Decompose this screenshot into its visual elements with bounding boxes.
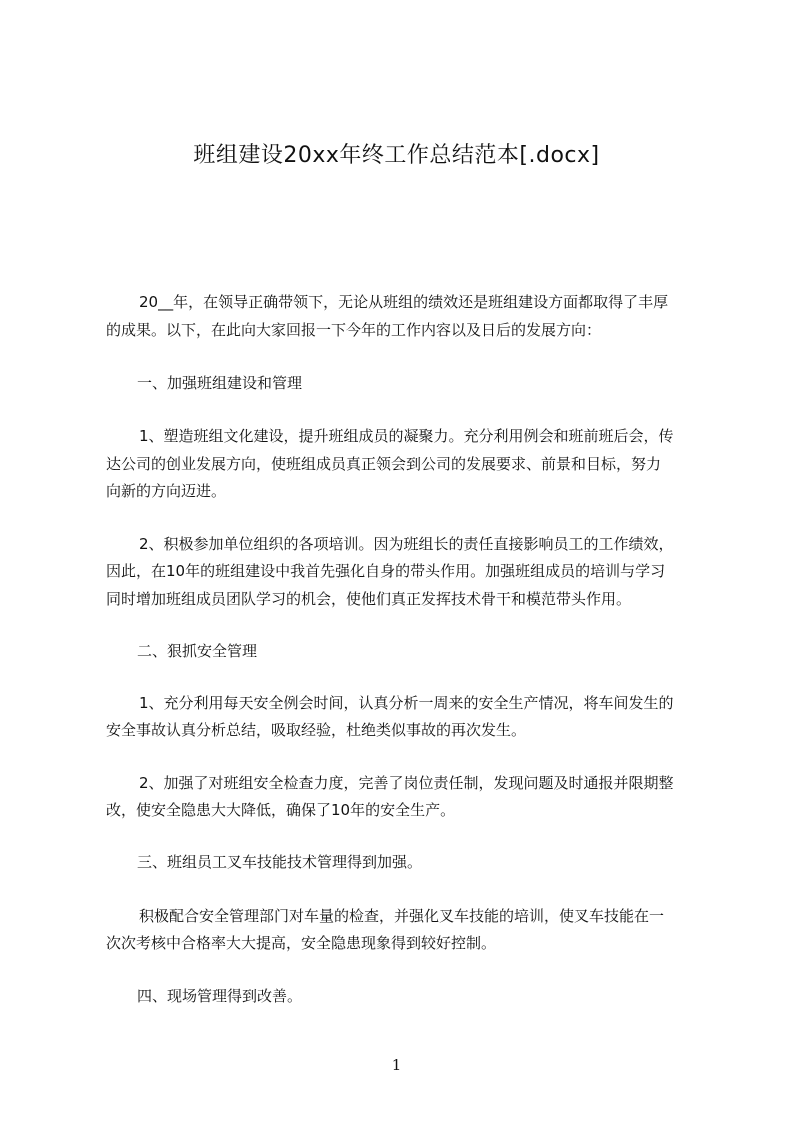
section-heading: 四、现场管理得到改善。 <box>137 987 303 1005</box>
paragraph-line: 达公司的创业发展方向，使班组成员真正领会到公司的发展要求、前景和目标，努力 <box>106 455 662 473</box>
paragraph-line: 安全事故认真分析总结，吸取经验，杜绝类似事故的再次发生。 <box>106 721 527 739</box>
paragraph-line: 因此，在10年的班组建设中我首先强化自身的带头作用。加强班组成员的培训与学习 <box>106 562 666 580</box>
paragraph-line: 1、充分利用每天安全例会时间，认真分析一周来的安全生产情况，将车间发生的 <box>139 694 674 712</box>
paragraph-line: 同时增加班组成员团队学习的机会，使他们真正发挥技术骨干和模范带头作用。 <box>106 590 632 608</box>
paragraph-line: 1、塑造班组文化建设，提升班组成员的凝聚力。充分利用例会和班前班后会，传 <box>139 427 674 445</box>
section-heading: 二、狠抓安全管理 <box>137 642 258 660</box>
paragraph-line: 改，使安全隐患大大降低，确保了10年的安全生产。 <box>106 801 456 819</box>
page-number: 1 <box>391 1056 402 1074</box>
paragraph-line: 20__年，在领导正确带领下，无论从班组的绩效还是班组建设方面都取得了丰厚 <box>139 293 669 311</box>
document-title: 班组建设20xx年终工作总结范本[.docx] <box>193 143 600 168</box>
paragraph-line: 2、加强了对班组安全检查力度，完善了岗位责任制，发现问题及时通报并限期整 <box>139 774 674 792</box>
section-heading: 三、班组员工叉车技能技术管理得到加强。 <box>137 853 423 871</box>
paragraph-line: 2、积极参加单位组织的各项培训。因为班组长的责任直接影响员工的工作绩效， <box>139 535 674 553</box>
paragraph-line: 的成果。以下，在此向大家回报一下今年的工作内容以及日后的发展方向： <box>106 321 602 339</box>
paragraph-line: 次次考核中合格率大大提高，安全隐患现象得到较好控制。 <box>106 934 497 952</box>
paragraph-line: 向新的方向迈进。 <box>106 482 227 500</box>
paragraph-line: 积极配合安全管理部门对车量的检查，并强化叉车技能的培训，使叉车技能在一 <box>139 907 665 925</box>
section-heading: 一、加强班组建设和管理 <box>137 374 303 392</box>
